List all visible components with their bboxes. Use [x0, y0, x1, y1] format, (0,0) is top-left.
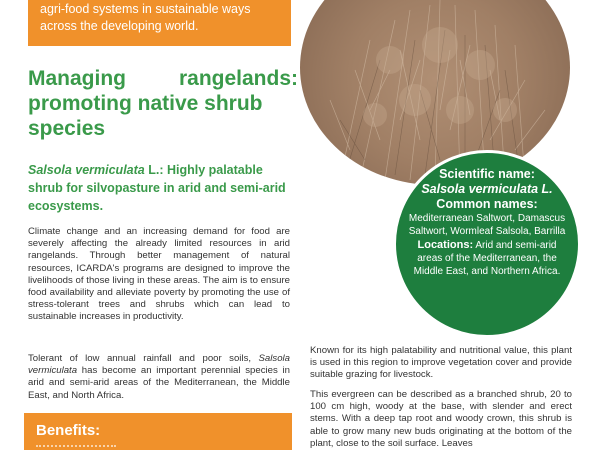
description-paragraph: This evergreen can be described as a branched shrub, 20 to 100 cm high, woody at the base, with slender and erect stems. With a deep tap root and woody crown, this shrub is able to grow many new buds originating at the bottom of the plant, close to the soil surface. Leaves	[310, 389, 572, 449]
tolerance-before: Tolerant of low annual rainfall and poor soils,	[28, 353, 259, 364]
locations-heading: Locations:	[417, 239, 474, 251]
tolerance-paragraph	[28, 353, 290, 402]
benefits-box	[24, 413, 292, 450]
page-title	[28, 66, 298, 141]
locations-text: Arid and semi-arid areas of the Mediterranean, the Middle East, and Northern Africa.	[413, 240, 561, 277]
shrub-photo-texture	[300, 0, 570, 185]
benefits-title: Benefits:	[36, 422, 101, 439]
shrub-photo	[300, 0, 570, 185]
palatability-paragraph: Known for its high palatability and nutritional value, this plant is used in this region to improve vegetation cover and provide suitable grazing for livestock.	[310, 345, 572, 381]
title-line-2: promoting native shrub	[28, 92, 263, 115]
subtitle-rest: L.: Highly palatable shrub for silvopasture in arid and semi-arid ecosystems.	[28, 163, 286, 213]
banner-text: agri-food systems in sustainable ways across the developing world.	[40, 2, 251, 33]
benefits-cut-off-line	[36, 445, 116, 449]
title-line-3: species	[28, 117, 106, 140]
tolerance-after: has become an important perennial species in arid and semi-arid areas of the Mediterranean, the Middle East, and North Africa.	[28, 365, 290, 401]
intro-paragraph: Climate change and an increasing demand for food are severely affecting the already limited resources in arid rangelands. Through better management of natural resources, ICARDA's programs are designed to improve the livelihoods of those living in these areas. The aim is to ensure food availability and alleviate poverty by promoting the use of stress-tolerant trees and shrubs which can lead to sustainable increases in productivity.	[28, 226, 290, 323]
subtitle-species: Salsola vermiculata	[28, 163, 145, 177]
scientific-info	[406, 167, 568, 278]
tolerance-species: Salsola vermiculata	[28, 353, 290, 377]
scientific-heading: Scientific name:	[439, 167, 535, 181]
top-banner	[28, 0, 291, 46]
title-line-1: Managing rangelands:	[28, 67, 298, 90]
subtitle	[28, 161, 290, 215]
locations	[406, 239, 568, 278]
common-names: Mediterranean Saltwort, Damascus Saltwort, Wormleaf Salsola, Barrilla	[408, 213, 566, 237]
scientific-name: Salsola vermiculata L.	[421, 182, 553, 196]
scientific-name-circle	[393, 150, 581, 338]
common-names-heading: Common names:	[436, 197, 538, 211]
